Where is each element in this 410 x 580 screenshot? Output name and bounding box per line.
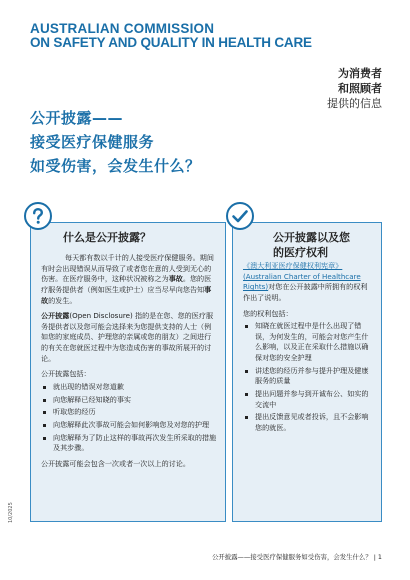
- right-bullet-list: [243, 321, 373, 433]
- title-line-2: 接受医疗保健服务: [30, 133, 155, 151]
- left-para-1-bold-2: 事故: [41, 284, 212, 305]
- charter-link[interactable]: 《澳大利亚医疗保健权利宪章》(Australian Charter of Healthcare Rights): [243, 261, 361, 292]
- audience-line-3: 提供的信息: [327, 96, 382, 110]
- left-para-1-a: 每天都有数以千计的人接受医疗保健服务。期间有时会出现错误从而导致了或者您在意的人受到无心的伤害。在医疗服务中，这种状况被称之为: [41, 253, 214, 284]
- right-box-heading: [273, 231, 350, 261]
- left-para-1-bold: 事故: [168, 274, 183, 284]
- title-line-1: 公开披露——: [30, 109, 124, 127]
- left-para-2: [41, 311, 217, 364]
- left-bullet-list: [41, 382, 217, 454]
- logo-line-1: AUSTRALIAN COMMISSION: [30, 21, 215, 36]
- list-item: 提出反馈意见或者投诉，且不会影响您的就医。: [243, 412, 373, 433]
- title-line-3: 如受伤害，会发生什么？: [30, 157, 201, 175]
- audience-label: [327, 67, 382, 112]
- list-item: 提出问题并参与到开诚布公、如实的交流中: [243, 389, 373, 410]
- question-mark-glyph: [26, 204, 50, 228]
- list-item: 知晓在就医过程中是什么出现了错误，为何发生的，可能会对您产生什么影响，以及正在采取什么措施以确保对您的安全护理: [243, 321, 373, 364]
- list-item: 就出现的错误对您道歉: [41, 382, 217, 393]
- rights-box: [232, 222, 382, 522]
- page-footer: 公开披露——接受医疗保健服务如受伤害，会发生什么？ | 1: [211, 553, 382, 561]
- left-para-1: [41, 253, 217, 306]
- checkmark-glyph: [228, 204, 252, 228]
- audience-line-1: 为消费者: [338, 67, 382, 80]
- right-para-1-rest: 对您在公开披露中所拥有的权利作出了说明。: [243, 282, 368, 302]
- right-heading-line-1: 公开披露以及您: [273, 231, 350, 244]
- left-box-heading: 什么是公开披露？: [63, 231, 151, 244]
- left-box-body: [41, 253, 217, 470]
- question-mark-icon: [24, 202, 52, 230]
- left-para-1-c: 的发生。: [48, 295, 77, 305]
- right-box-body: [243, 261, 373, 439]
- list-item: 向您解释此次事故可能会如何影响您及对您的护理: [41, 420, 217, 431]
- commission-logo: [30, 22, 312, 50]
- right-para-1: [243, 261, 373, 304]
- left-para-1-b: 。您的医疗服务提供者（例如医生或护士）应当尽早向您告知: [41, 274, 212, 294]
- list-item: 向您解释为了防止这样的事故再次发生所采取的措施及其步骤。: [41, 433, 217, 454]
- list-item: 听取您的经历: [41, 407, 217, 418]
- page-title: [30, 106, 201, 178]
- list-item: 向您解释已经知晓的事实: [41, 395, 217, 406]
- what-is-open-disclosure-box: [30, 222, 226, 522]
- left-list-intro: 公开披露包括：: [41, 369, 91, 379]
- list-item: 讲述您的经历并参与提升护理及健康服务的质量: [243, 366, 373, 387]
- document-code: 10/2025: [8, 502, 14, 523]
- right-heading-line-2: 的医疗权利: [273, 245, 328, 259]
- checkmark-icon: [226, 202, 254, 230]
- left-closing: 公开披露可能会包含一次或者一次以上的讨论。: [41, 458, 190, 468]
- left-para-2-bold: 公开披露: [41, 311, 70, 321]
- left-para-2-rest: (Open Disclosure) 指的是在您、您的医疗服务提供者以及您可能会选择来为您提供支持的人士（例如您的家庭成员、护理您的亲属或您的朋友）之间进行的有关在您就医过程中为您造成伤害的事故所展开的讨论。: [41, 311, 214, 363]
- right-list-intro: 您的权利包括：: [243, 308, 293, 318]
- audience-line-2: 和照顾者: [338, 81, 382, 95]
- logo-line-2: ON SAFETY AND QUALITY IN HEALTH CARE: [30, 35, 312, 51]
